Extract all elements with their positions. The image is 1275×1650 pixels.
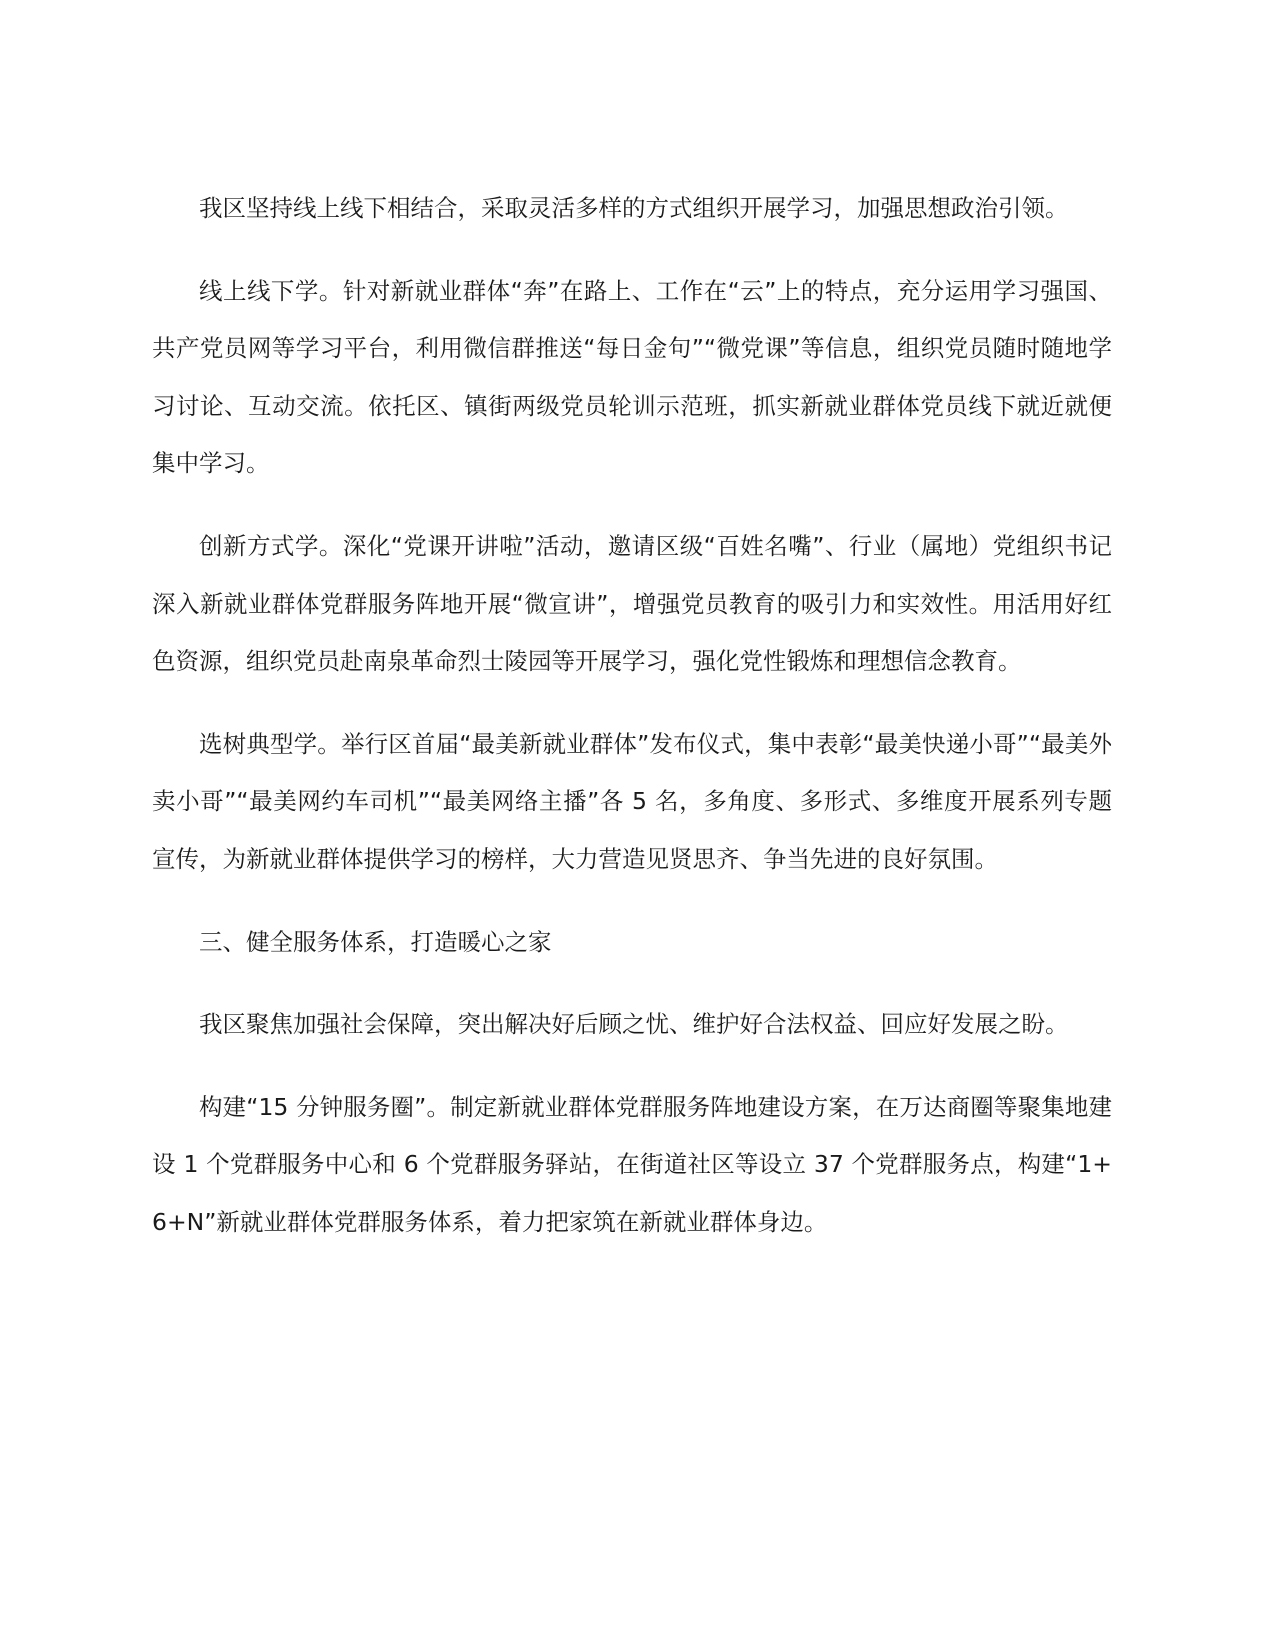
document-page [152,180,1112,1277]
paragraph-online-offline-study: 线上线下学。针对新就业群体“奔”在路上、工作在“云”上的特点，充分运用学习强国、共产党员网等学习平台，利用微信群推送“每日金句”“微党课”等信息，组织党员随时随地学习讨论、互动交流。依托区、镇街两级党员轮训示范班，抓实新就业群体党员线下就近就便集中学习。 [152,276,1112,478]
paragraph-social-security: 我区聚焦加强社会保障，突出解决好后顾之忧、维护好合法权益、回应好发展之盼。 [199,1010,1069,1039]
paragraph-innovative-study: 创新方式学。深化“党课开讲啦”活动，邀请区级“百姓名嘴”、行业（属地）党组织书记深入新就业群体党群服务阵地开展“微宣讲”，增强党员教育的吸引力和实效性。用活用好红色资源，组织党员赴南泉革命烈士陵园等开展学习，强化党性锻炼和理想信念教育。 [152,531,1112,676]
section-heading-service-system: 三、健全服务体系，打造暖心之家 [199,927,552,956]
paragraph-intro: 我区坚持线上线下相结合，采取灵活多样的方式组织开展学习，加强思想政治引领。 [199,194,1069,222]
paragraph-role-model-study: 选树典型学。举行区首届“最美新就业群体”发布仪式，集中表彰“最美快递小哥”“最美外卖小哥”“最美网约车司机”“最美网络主播”各 5 名，多角度、多形式、多维度开展系列专题宣传，为新就业群体提供学习的榜样，大力营造见贤思齐、争当先进的良好氛围。 [152,729,1112,873]
paragraph-service-circle: 构建“15 分钟服务圈”。制定新就业群体党群服务阵地建设方案，在万达商圈等聚集地建设 1 个党群服务中心和 6 个党群服务驿站，在街道社区等设立 37 个党群服务点，构建“1+6+N”新就业群体党群服务体系，着力把家筑在新就业群体身边。 [152,1092,1112,1236]
